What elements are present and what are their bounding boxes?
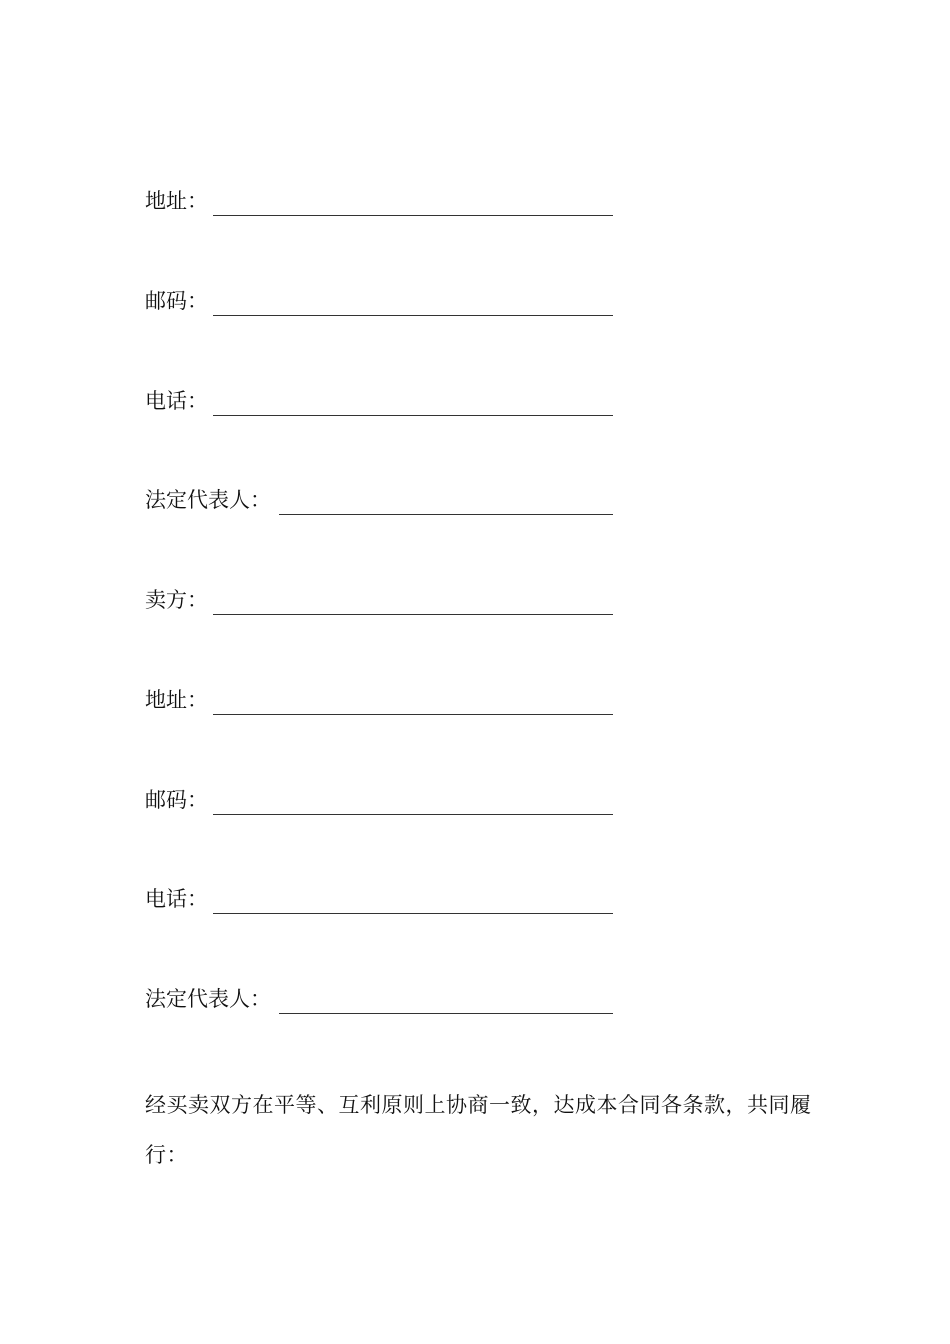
seller-postcode-field	[145, 785, 613, 815]
buyer-postcode-field	[145, 286, 613, 316]
blank-line	[213, 714, 613, 715]
blank-line	[279, 1013, 613, 1014]
field-label: 邮码：	[145, 289, 208, 313]
field-label: 电话：	[145, 389, 208, 413]
field-label: 地址：	[145, 189, 208, 213]
field-label: 法定代表人：	[145, 987, 271, 1011]
blank-line	[213, 814, 613, 815]
buyer-legal-rep-field	[145, 485, 613, 515]
blank-line	[213, 215, 613, 216]
seller-legal-rep-field	[145, 984, 613, 1014]
seller-phone-field	[145, 884, 613, 914]
seller-address-field	[145, 685, 613, 715]
field-label: 法定代表人：	[145, 488, 271, 512]
seller-field	[145, 585, 613, 615]
blank-line	[213, 913, 613, 914]
field-label: 地址：	[145, 688, 208, 712]
field-label: 邮码：	[145, 788, 208, 812]
field-label: 卖方：	[145, 588, 208, 612]
field-label: 电话：	[145, 887, 208, 911]
blank-line	[279, 514, 613, 515]
blank-line	[213, 614, 613, 615]
blank-line	[213, 415, 613, 416]
buyer-phone-field	[145, 386, 613, 416]
buyer-address-field	[145, 186, 613, 216]
blank-line	[213, 315, 613, 316]
agreement-paragraph: 经买卖双方在平等、互利原则上协商一致，达成本合同各条款，共同履行：	[145, 1093, 812, 1167]
